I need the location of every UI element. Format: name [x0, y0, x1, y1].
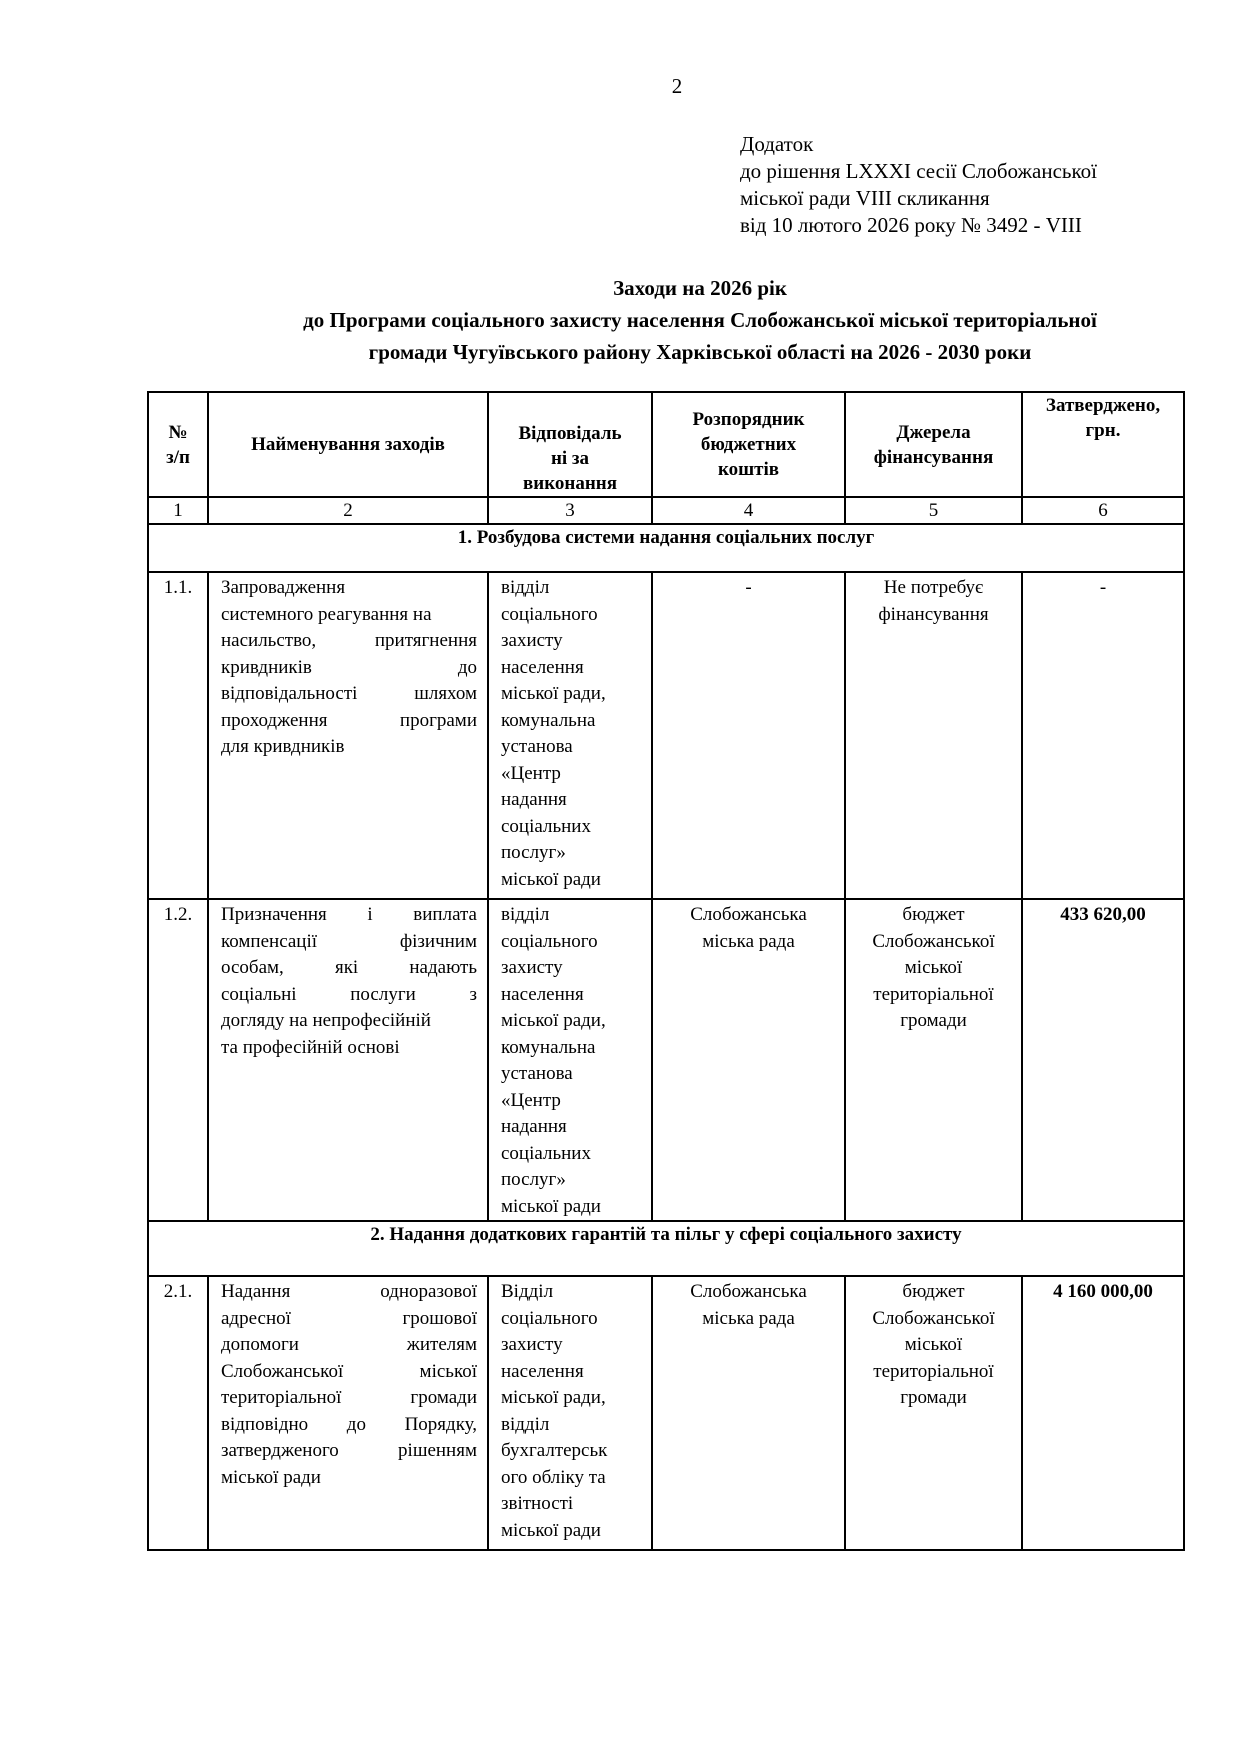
- text-line: соціального: [501, 603, 598, 625]
- text-line: міської ради,: [501, 1010, 606, 1031]
- text-line: насильство, притягнення: [221, 630, 477, 651]
- funding-source: [845, 899, 1022, 1221]
- column-number: 1: [148, 497, 208, 524]
- column-number: 2: [208, 497, 488, 524]
- text-line: -: [745, 577, 752, 598]
- text-line: «Центр: [501, 762, 561, 784]
- measures-table: [147, 391, 1185, 1551]
- table-row: [148, 1276, 1184, 1550]
- text-line: Призначення і виплата: [221, 904, 477, 925]
- text-line: затвердженого рішенням: [221, 1440, 477, 1461]
- text-line: бухгалтерськ: [501, 1440, 608, 1461]
- responsible: [488, 899, 652, 1221]
- text-line: соціальні послуги з: [221, 983, 477, 1005]
- text-line: звітності: [501, 1493, 574, 1514]
- text-line: відповідальності шляхом: [221, 683, 477, 704]
- text-line: послуг»: [501, 842, 566, 863]
- header-text: з/п: [166, 446, 190, 468]
- text-line: відділ: [501, 904, 550, 925]
- text-line: територіальної: [873, 1360, 994, 1382]
- header-text: виконання: [522, 473, 618, 494]
- section-title: 1. Розбудова системи надання соціальних послуг: [148, 524, 1184, 572]
- header-name: [208, 392, 488, 497]
- section-title: 2. Надання додаткових гарантій та пільг у сфері соціального захисту: [148, 1221, 1184, 1276]
- column-number: 3: [488, 497, 652, 524]
- text-line: міська рада: [702, 1307, 795, 1329]
- text-line: Слобожанської: [872, 930, 995, 952]
- text-line: комунальна: [501, 709, 596, 731]
- text-line: догляду на непрофесійній: [221, 1010, 431, 1031]
- budget-manager: [652, 899, 845, 1221]
- text-line: Запровадження: [221, 577, 346, 598]
- text-line: соціальних: [501, 1142, 591, 1164]
- text-line: територіальної громади: [221, 1387, 477, 1408]
- text-line: громади: [900, 1010, 967, 1031]
- text-line: фінансування: [878, 603, 989, 625]
- text-line: відділ: [501, 1413, 550, 1435]
- row-number: 1.1.: [148, 572, 208, 899]
- funding-source: [845, 1276, 1022, 1550]
- responsible: [488, 572, 652, 899]
- approved-amount: 433 620,00: [1022, 899, 1184, 1221]
- budget-manager: [652, 1276, 845, 1550]
- text-line: Слобожанська: [690, 904, 807, 925]
- appendix-block: [740, 131, 1097, 239]
- text-line: надання: [501, 1116, 567, 1137]
- text-line: соціального: [501, 1307, 598, 1329]
- text-line: міської: [904, 1334, 963, 1355]
- text-line: громади: [900, 1387, 967, 1408]
- header-text: бюджетних: [700, 434, 797, 455]
- column-number: 5: [845, 497, 1022, 524]
- approved-amount: -: [1022, 572, 1184, 899]
- header-text: Відповідаль: [518, 423, 622, 444]
- header-num: [148, 392, 208, 497]
- text-line: комунальна: [501, 1036, 596, 1058]
- header-approved: [1022, 392, 1184, 497]
- text-line: населення: [501, 656, 584, 678]
- text-line: Слобожанська: [690, 1281, 807, 1302]
- header-manager: [652, 392, 845, 497]
- text-line: соціальних: [501, 815, 591, 837]
- text-line: Слобожанської: [872, 1307, 995, 1329]
- table-header-row: [148, 392, 1184, 497]
- text-line: адресної грошової: [221, 1307, 477, 1329]
- header-text: №: [168, 421, 188, 443]
- text-line: та професійній основі: [221, 1036, 400, 1058]
- text-line: проходження програми: [221, 709, 477, 731]
- text-line: населення: [501, 1360, 584, 1382]
- header-text: коштів: [717, 459, 780, 480]
- text-line: послуг»: [501, 1169, 566, 1190]
- column-number: 4: [652, 497, 845, 524]
- text-line: Надання одноразової: [221, 1281, 477, 1302]
- budget-manager: [652, 572, 845, 899]
- text-line: Відділ: [501, 1281, 554, 1302]
- text-line: міська рада: [702, 930, 795, 952]
- header-text: грн.: [1085, 420, 1121, 441]
- text-line: відповідно до Порядку,: [221, 1413, 477, 1435]
- row-number: 2.1.: [148, 1276, 208, 1550]
- text-line: надання: [501, 789, 567, 810]
- text-line: особам, які надають: [221, 957, 477, 978]
- funding-source: [845, 572, 1022, 899]
- text-line: міської ради: [501, 1519, 601, 1541]
- section-header-row: [148, 1221, 1184, 1276]
- appendix-line: до рішення LXXXI сесії Слобожанської: [740, 159, 1097, 183]
- text-line: соціального: [501, 930, 598, 952]
- text-line: територіальної: [873, 983, 994, 1005]
- header-text: фінансування: [873, 446, 994, 468]
- header-source: [845, 392, 1022, 497]
- text-line: міської ради: [221, 1466, 321, 1488]
- header-text: Затверджено,: [1045, 395, 1161, 416]
- text-line: міської ради,: [501, 683, 606, 704]
- text-line: кривдників до: [221, 656, 477, 678]
- text-line: установа: [501, 736, 573, 757]
- title-line: до Програми соціального захисту населення Слобожанської міської територіальної: [303, 308, 1097, 332]
- text-line: «Центр: [501, 1089, 561, 1111]
- header-text: Найменування заходів: [251, 434, 445, 455]
- text-line: бюджет: [902, 1281, 965, 1302]
- row-number: 1.2.: [148, 899, 208, 1221]
- text-line: установа: [501, 1063, 573, 1084]
- header-text: Розпорядник: [692, 409, 805, 430]
- text-line: системного реагування на: [221, 603, 432, 625]
- appendix-line: від 10 лютого 2026 року № 3492 - VIII: [740, 213, 1082, 237]
- measure-name: [208, 1276, 488, 1550]
- table-row: [148, 572, 1184, 899]
- header-text: ні за: [550, 448, 590, 469]
- text-line: захисту: [501, 630, 563, 651]
- text-line: Не потребує: [883, 577, 984, 598]
- header-text: Джерела: [896, 421, 971, 443]
- measure-name: [208, 899, 488, 1221]
- header-responsible: [488, 392, 652, 497]
- text-line: бюджет: [902, 904, 965, 925]
- document-title: [200, 272, 1200, 368]
- title-line: громади Чугуївського району Харківської області на 2026 - 2030 роки: [368, 340, 1032, 364]
- section-header-row: [148, 524, 1184, 572]
- title-line: Заходи на 2026 рік: [613, 276, 787, 300]
- text-line: міської: [904, 957, 963, 978]
- text-line: міської ради: [501, 868, 601, 890]
- measure-name: [208, 572, 488, 899]
- column-number-row: [148, 497, 1184, 524]
- text-line: захисту: [501, 1334, 563, 1355]
- text-line: захисту: [501, 957, 563, 978]
- text-line: відділ: [501, 577, 550, 598]
- approved-amount: 4 160 000,00: [1022, 1276, 1184, 1550]
- table-row: [148, 899, 1184, 1221]
- responsible: [488, 1276, 652, 1550]
- text-line: Слобожанської міської: [221, 1360, 477, 1382]
- column-number: 6: [1022, 497, 1184, 524]
- text-line: міської ради: [501, 1195, 601, 1217]
- appendix-line: міської ради VIII скликання: [740, 186, 990, 210]
- appendix-line: Додаток: [740, 132, 814, 156]
- text-line: ого обліку та: [501, 1466, 606, 1488]
- text-line: допомоги жителям: [221, 1334, 477, 1355]
- page-number: 2: [671, 74, 683, 98]
- text-line: міської ради,: [501, 1387, 606, 1408]
- text-line: компенсації фізичним: [221, 930, 477, 952]
- text-line: для кривдників: [221, 736, 345, 757]
- text-line: населення: [501, 983, 584, 1005]
